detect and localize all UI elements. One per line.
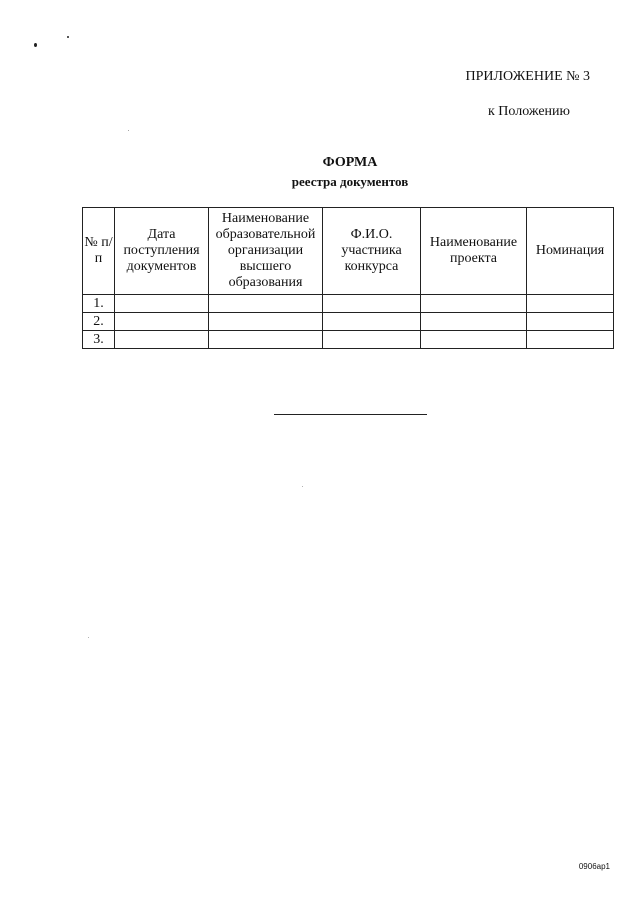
table-row	[83, 331, 614, 349]
closing-divider-line	[274, 414, 427, 415]
appendix-number: ПРИЛОЖЕНИЕ № 3	[465, 69, 590, 84]
column-header-participant-name: Ф.И.О. участника конкурса	[323, 208, 421, 295]
column-header-project: Наименование проекта	[421, 208, 527, 295]
participant-name-cell	[323, 331, 421, 349]
column-header-organization: Наименование образовательной организации высшего образования	[209, 208, 323, 295]
nomination-cell	[527, 295, 614, 313]
row-number-cell: 1.	[83, 295, 115, 313]
project-cell	[421, 331, 527, 349]
column-header-number: № п/п	[83, 208, 115, 295]
row-number-cell: 3.	[83, 331, 115, 349]
nomination-cell	[527, 331, 614, 349]
date-cell	[115, 295, 209, 313]
form-subtitle: реестра документов	[291, 174, 409, 189]
table-row	[83, 295, 614, 313]
organization-cell	[209, 313, 323, 331]
table-header-row	[83, 208, 614, 295]
scan-speck	[34, 43, 37, 47]
project-cell	[421, 295, 527, 313]
date-cell	[115, 331, 209, 349]
organization-cell	[209, 331, 323, 349]
column-header-date: Дата поступления документов	[115, 208, 209, 295]
document-code: 0906ap1	[578, 862, 610, 871]
participant-name-cell	[323, 295, 421, 313]
date-cell	[115, 313, 209, 331]
participant-name-cell	[323, 313, 421, 331]
documents-registry-table	[82, 207, 614, 349]
nomination-cell	[527, 313, 614, 331]
scan-speck	[302, 486, 303, 487]
appendix-reference: к Положению	[487, 104, 570, 119]
scan-speck	[67, 36, 69, 38]
scan-speck	[88, 637, 89, 638]
project-cell	[421, 313, 527, 331]
organization-cell	[209, 295, 323, 313]
form-title: ФОРМА	[322, 155, 378, 170]
row-number-cell: 2.	[83, 313, 115, 331]
scan-speck	[128, 130, 129, 131]
table-row	[83, 313, 614, 331]
column-header-nomination: Номинация	[527, 208, 614, 295]
